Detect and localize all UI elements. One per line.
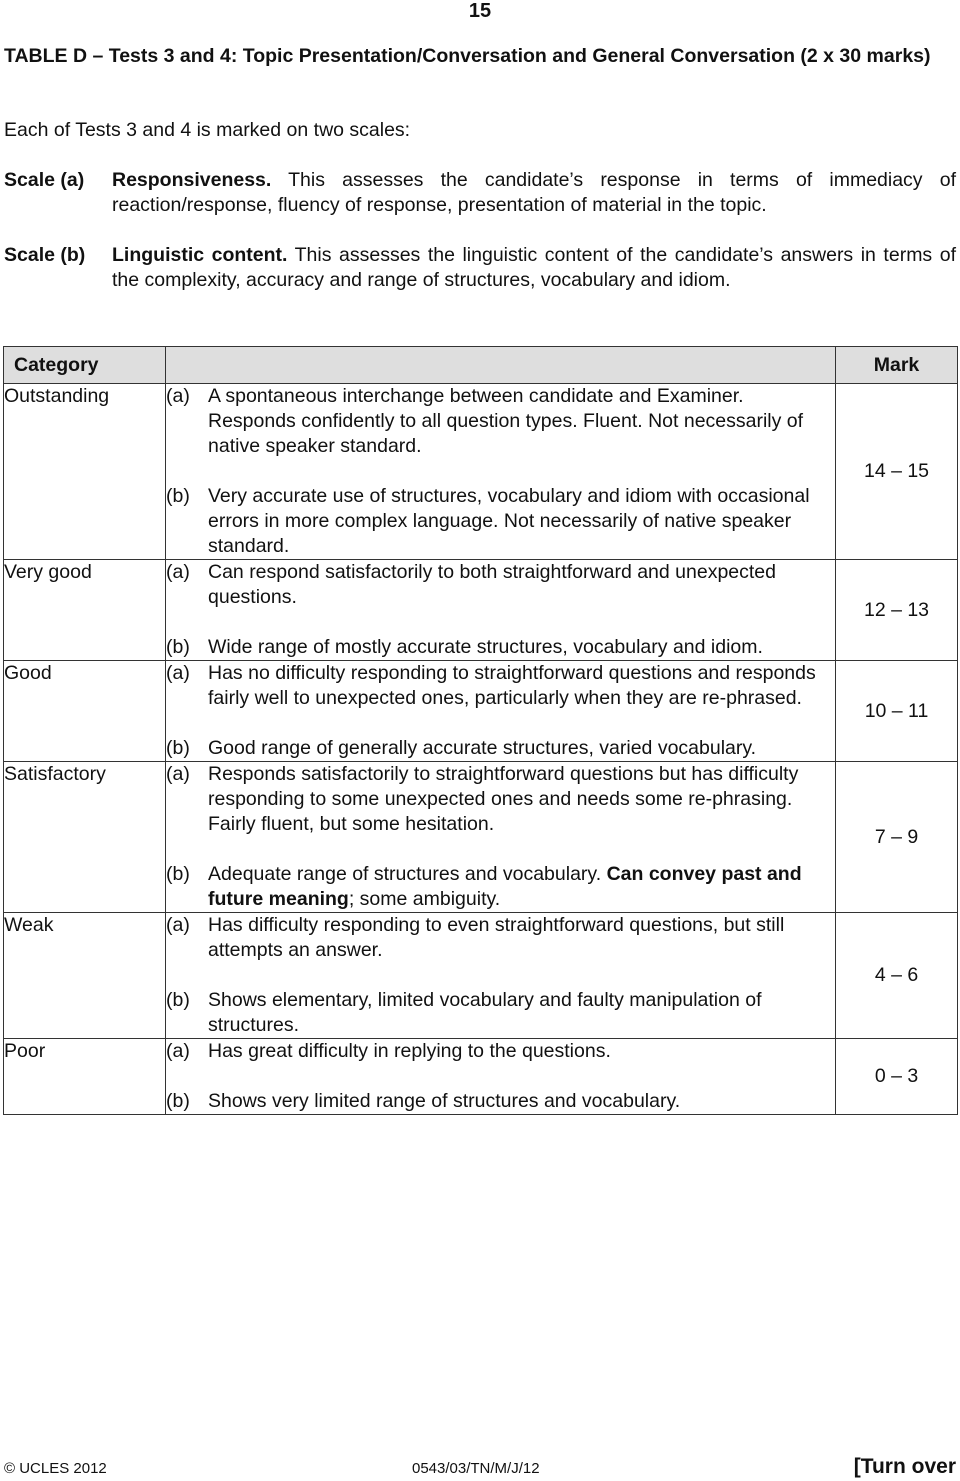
row-category: Weak <box>4 913 166 1039</box>
scale-a-label: Scale (a) <box>4 169 85 191</box>
criterion-text-emphasis: Can convey past and future meaning <box>208 863 802 910</box>
row-description <box>166 762 836 913</box>
row-description <box>166 661 836 762</box>
scale-b-name: Linguistic content. <box>112 244 288 266</box>
criterion-b <box>166 862 835 912</box>
row-description <box>166 560 836 661</box>
row-description <box>166 1039 836 1115</box>
scale-a-description <box>112 168 956 218</box>
table-row <box>4 913 958 1039</box>
table-row <box>4 1039 958 1115</box>
row-category: Very good <box>4 560 166 661</box>
criterion-text-part: Adequate range of structures and vocabulary. <box>208 863 602 885</box>
criterion-text: A spontaneous interchange between candidate and Examiner. Responds confidently to all question types. Fluent. Not necessarily of native speaker standard. <box>208 385 804 457</box>
criterion-text: Has no difficulty responding to straightforward questions and responds fairly well to unexpected ones, particularly when they are re-phrased. <box>208 662 816 709</box>
marking-table <box>3 346 958 1115</box>
scale-b-row <box>4 243 956 293</box>
criterion-a <box>166 913 835 963</box>
criterion-tag: (a) <box>166 914 190 936</box>
criterion-a <box>166 661 835 711</box>
criterion-text: Has difficulty responding to even straightforward questions, but still attempts an answer. <box>208 914 785 961</box>
criterion-a <box>166 762 835 837</box>
criterion-tag: (a) <box>166 763 190 785</box>
criterion-text: Responds satisfactorily to straightforward questions but has difficulty responding to some unexpected ones and needs some re-phrasing. Fairly fluent, but some hesitation. <box>208 763 799 835</box>
table-row <box>4 384 958 560</box>
row-mark: 4 – 6 <box>836 913 958 1039</box>
row-mark: 12 – 13 <box>836 560 958 661</box>
row-category: Poor <box>4 1039 166 1115</box>
criterion-tag: (a) <box>166 662 190 684</box>
criterion-b <box>166 988 835 1038</box>
row-mark: 0 – 3 <box>836 1039 958 1115</box>
criterion-b <box>166 1089 835 1114</box>
scale-b-description <box>112 243 956 293</box>
page-number: 15 <box>468 0 492 22</box>
table-header-row <box>4 347 958 384</box>
table-title: TABLE D – Tests 3 and 4: Topic Presentation/Conversation and General Conversation (2 x 30 marks) <box>4 45 931 67</box>
row-category: Outstanding <box>4 384 166 560</box>
row-mark: 7 – 9 <box>836 762 958 913</box>
row-description <box>166 384 836 560</box>
footer-copyright: © UCLES 2012 <box>4 1460 107 1477</box>
scale-b-text: This assesses the linguistic content of the candidate’s answers in terms of the complexity, accuracy and range of structures, vocabulary and idiom. <box>112 244 956 291</box>
row-mark: 10 – 11 <box>836 661 958 762</box>
scale-a-row <box>4 168 956 218</box>
row-category: Good <box>4 661 166 762</box>
row-mark: 14 – 15 <box>836 384 958 560</box>
header-description <box>166 347 836 384</box>
footer-turn-over: [Turn over <box>853 1455 956 1478</box>
criterion-tag: (a) <box>166 385 190 407</box>
criterion-tag: (a) <box>166 561 190 583</box>
criterion-b <box>166 484 835 559</box>
criterion-tag: (b) <box>166 989 190 1011</box>
criterion-text: Shows elementary, limited vocabulary and faulty manipulation of structures. <box>208 989 762 1036</box>
criterion-tag: (b) <box>166 1090 190 1112</box>
header-mark: Mark <box>836 347 958 384</box>
criterion-text <box>208 862 835 912</box>
criterion-text: Shows very limited range of structures and vocabulary. <box>208 1090 681 1112</box>
criterion-text-part: ; some ambiguity. <box>348 888 501 910</box>
criterion-b <box>166 736 835 761</box>
criterion-text: Wide range of mostly accurate structures, vocabulary and idiom. <box>208 636 763 658</box>
criterion-tag: (a) <box>166 1040 190 1062</box>
table-row <box>4 661 958 762</box>
table-row <box>4 560 958 661</box>
table-row <box>4 762 958 913</box>
scale-b-label: Scale (b) <box>4 244 86 266</box>
footer-code: 0543/03/TN/M/J/12 <box>412 1460 540 1477</box>
criterion-b <box>166 635 835 660</box>
criterion-tag: (b) <box>166 863 190 885</box>
criterion-text: Can respond satisfactorily to both straightforward and unexpected questions. <box>208 561 776 608</box>
row-category: Satisfactory <box>4 762 166 913</box>
scale-a-name: Responsiveness. <box>112 169 272 191</box>
criterion-tag: (b) <box>166 636 190 658</box>
criterion-tag: (b) <box>166 737 190 759</box>
criterion-tag: (b) <box>166 485 190 507</box>
criterion-a <box>166 560 835 610</box>
header-category: Category <box>4 347 166 384</box>
criterion-text: Good range of generally accurate structures, varied vocabulary. <box>208 737 757 759</box>
intro-text: Each of Tests 3 and 4 is marked on two scales: <box>4 119 411 141</box>
criterion-a <box>166 1039 835 1064</box>
criterion-text: Has great difficulty in replying to the questions. <box>208 1040 611 1062</box>
criterion-text: Very accurate use of structures, vocabulary and idiom with occasional errors in more complex language. Not necessarily of native speaker standard. <box>208 485 810 557</box>
scale-a-text: This assesses the candidate’s response in terms of immediacy of reaction/response, fluency of response, presentation of material in the topic. <box>112 169 956 216</box>
criterion-a <box>166 384 835 459</box>
row-description <box>166 913 836 1039</box>
